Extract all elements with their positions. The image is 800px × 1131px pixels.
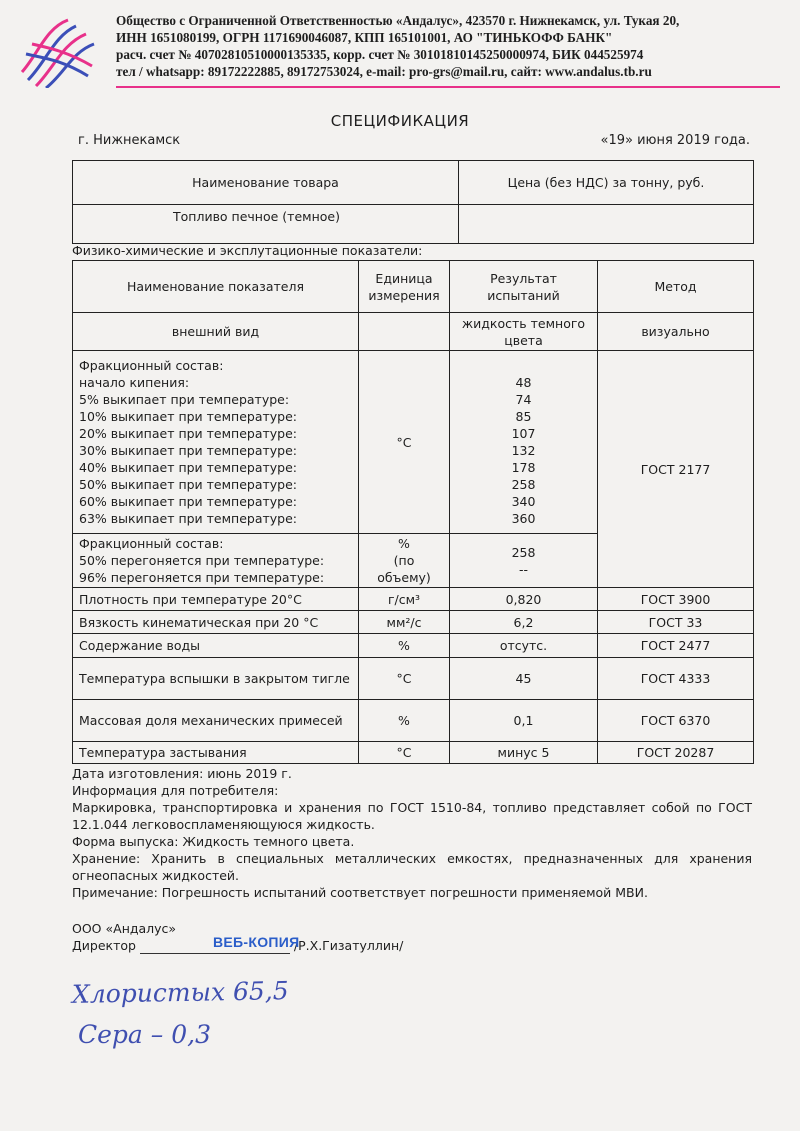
notes-block (72, 765, 752, 901)
fraction-results (450, 534, 598, 588)
indicator-unit: °С (359, 658, 450, 700)
list-item: 96% перегоняется при температуре: (79, 570, 325, 585)
handwritten-chlorides: Хлористых 65,5 (71, 976, 289, 1009)
indicator-unit: % (359, 634, 450, 658)
indicator-name: Температура вспышки в закрытом тигле (73, 658, 359, 700)
indicator-result: жидкость темного цвета (450, 313, 598, 351)
unit-header: Единица измерения (359, 261, 450, 313)
list-item: 63% выкипает при температуре: (79, 511, 298, 526)
indicators-caption: Физико-химические и эксплутационные показатели: (72, 243, 423, 258)
indicator-method: ГОСТ 2177 (598, 351, 754, 588)
unit-line: % (398, 536, 410, 551)
document-date: «19» июня 2019 года. (600, 133, 750, 148)
list-item: 132 (511, 443, 536, 458)
web-copy-stamp: ВЕБ-КОПИЯ (213, 934, 300, 950)
indicator-name: Вязкость кинематическая при 20 °С (73, 611, 359, 634)
list-item: 48 (515, 375, 532, 390)
company-details (116, 12, 782, 80)
method-header: Метод (598, 261, 754, 313)
table-row (73, 588, 754, 611)
indicator-result: 0,820 (450, 588, 598, 611)
form-note: Форма выпуска: Жидкость темного цвета. (72, 834, 355, 849)
result-header: Результат испытаний (450, 261, 598, 313)
company-logo-icon (18, 14, 96, 88)
director-label: Директор (72, 938, 136, 953)
signature-company: ООО «Андалус» (72, 921, 177, 936)
indicator-result: 45 (450, 658, 598, 700)
handwritten-sulfur: Сера – 0,3 (78, 1020, 211, 1049)
signature-line-row (72, 937, 572, 954)
indicator-result: 6,2 (450, 611, 598, 634)
indicator-method: ГОСТ 3900 (598, 588, 754, 611)
indicator-unit: г/см³ (359, 588, 450, 611)
indicators-table (72, 260, 754, 764)
price-cell (459, 205, 754, 244)
indicator-unit: % (359, 700, 450, 742)
indicator-name: Содержание воды (73, 634, 359, 658)
table-row (73, 205, 754, 244)
director-name: /Р.Х.Гизатуллин/ (293, 938, 404, 953)
product-table (72, 160, 754, 244)
list-item: 258 (511, 544, 536, 560)
table-row (73, 742, 754, 764)
indicator-unit (359, 313, 450, 351)
indicator-result: 0,1 (450, 700, 598, 742)
indicator-name: Массовая доля механических примесей (73, 700, 359, 742)
price-header: Цена (без НДС) за тонну, руб. (459, 161, 754, 205)
indicator-name-header: Наименование показателя (73, 261, 359, 313)
indicator-name: Температура застывания (73, 742, 359, 764)
unit-line: (по объему) (377, 553, 431, 585)
table-row (73, 161, 754, 205)
indicator-result: отсутс. (450, 634, 598, 658)
list-item: 50% перегоняется при температуре: (79, 553, 325, 568)
table-row (73, 351, 754, 534)
indicator-result: минус 5 (450, 742, 598, 764)
list-item: 60% выкипает при температуре: (79, 494, 298, 509)
list-item: 50% выкипает при температуре: (79, 477, 298, 492)
header-divider (116, 86, 780, 88)
indicator-unit: °С (359, 351, 450, 534)
document-city: г. Нижнекамск (78, 133, 181, 148)
list-item: 85 (515, 409, 532, 424)
fraction-names (73, 351, 359, 534)
list-item: 340 (511, 494, 536, 509)
table-row (73, 634, 754, 658)
consumer-info-heading: Информация для потребителя: (72, 783, 279, 798)
company-address: Общество с Ограниченной Ответственностью «Андалус», 423570 г. Нижнекамск, ул. Тукая 20, (116, 13, 680, 28)
marking-note: Маркировка, транспортировка и хранения по ГОСТ 1510-84, топливо представляет собой по ГОСТ 12.1.044 легковоспламеняющуюся жидкость. (72, 800, 752, 832)
list-item: Фракционный состав: (79, 536, 224, 551)
list-item: 40% выкипает при температуре: (79, 460, 298, 475)
list-item: 178 (511, 460, 536, 475)
list-item: начало кипения: (79, 375, 190, 390)
table-header-row (73, 261, 754, 313)
table-row (73, 658, 754, 700)
list-item: 258 (511, 477, 536, 492)
indicator-method: ГОСТ 20287 (598, 742, 754, 764)
indicator-unit: °С (359, 742, 450, 764)
company-contacts: тел / whatsapp: 89172222885, 89172753024, e-mail: pro-grs@mail.ru, сайт: www.andalus.tb.ru (116, 64, 652, 79)
list-item: Фракционный состав: (79, 358, 224, 373)
list-item: 30% выкипает при температуре: (79, 443, 298, 458)
table-row (73, 313, 754, 351)
company-registration: ИНН 1651080199, ОГРН 1171690046087, КПП 165101001, АО "ТИНЬКОФФ БАНК" (116, 30, 613, 45)
product-name-cell: Топливо печное (темное) (73, 205, 459, 244)
indicator-method: ГОСТ 2477 (598, 634, 754, 658)
letterhead (18, 12, 782, 88)
document-title: СПЕЦИФИКАЦИЯ (330, 112, 470, 130)
indicator-method: визуально (598, 313, 754, 351)
list-item: 20% выкипает при температуре: (79, 426, 298, 441)
storage-note: Хранение: Хранить в специальных металлических емкостях, предназначенных для хранения огнеопасных жидкостей. (72, 851, 752, 883)
list-item: 10% выкипает при температуре: (79, 409, 298, 424)
fraction-names (73, 534, 359, 588)
indicator-name: внешний вид (73, 313, 359, 351)
fraction-results (450, 351, 598, 534)
indicator-unit (359, 534, 450, 588)
manufacture-date: Дата изготовления: июнь 2019 г. (72, 766, 292, 781)
list-item: 74 (515, 392, 532, 407)
product-name-header: Наименование товара (73, 161, 459, 205)
indicator-method: ГОСТ 4333 (598, 658, 754, 700)
list-item: 5% выкипает при температуре: (79, 392, 290, 407)
list-item: -- (518, 561, 529, 577)
indicator-method: ГОСТ 6370 (598, 700, 754, 742)
table-row (73, 611, 754, 634)
indicator-unit: мм²/с (359, 611, 450, 634)
remark-note: Примечание: Погрешность испытаний соответствует погрешности применяемой МВИ. (72, 885, 648, 900)
list-item: 107 (511, 426, 536, 441)
signature-block (72, 920, 572, 954)
indicator-name: Плотность при температуре 20°С (73, 588, 359, 611)
list-item: 360 (511, 511, 536, 526)
company-bank-accounts: расч. счет № 40702810510000135335, корр. счет № 30101810145250000974, БИК 044525974 (116, 47, 644, 62)
indicator-method: ГОСТ 33 (598, 611, 754, 634)
table-row (73, 700, 754, 742)
